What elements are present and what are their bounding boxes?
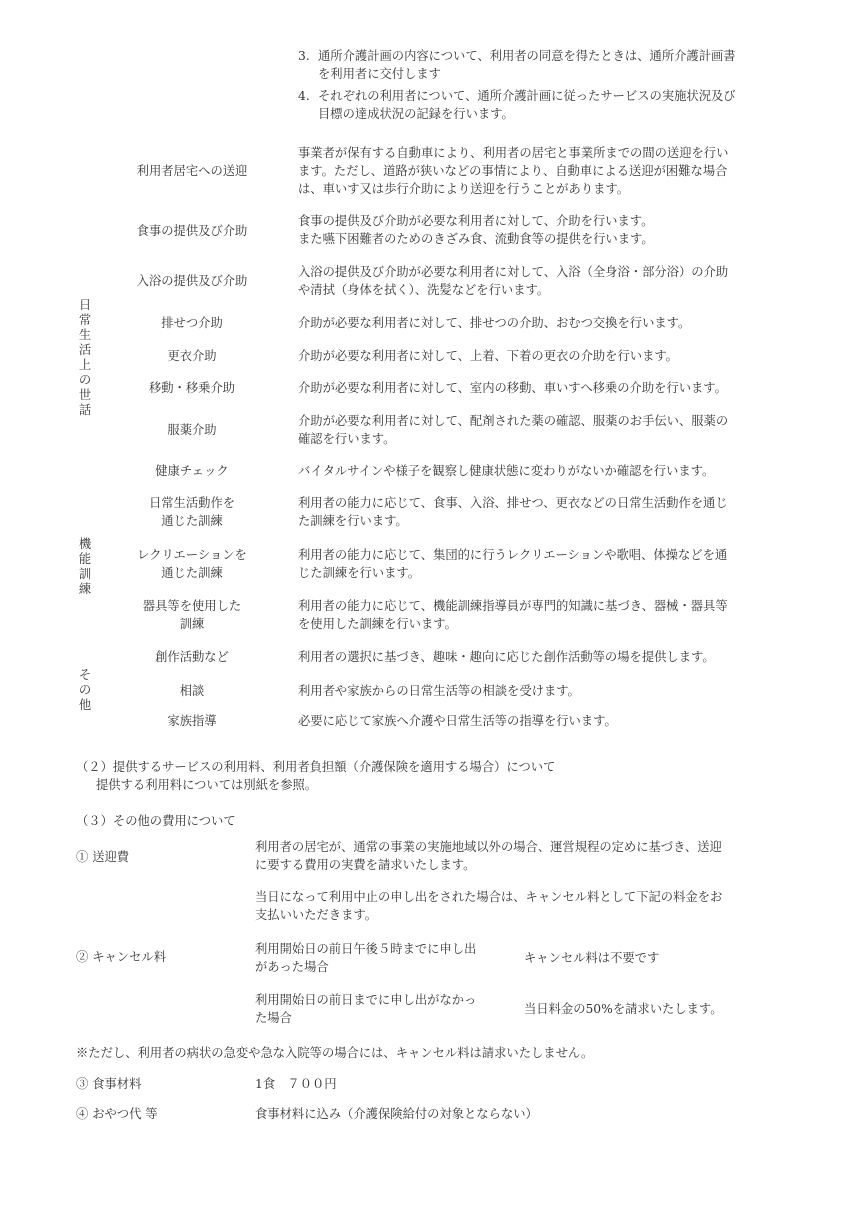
cancel-condition-2: [255, 991, 515, 1027]
service-desc-line: 必要に応じて家族へ介護や日常生活等の指導を行います。: [298, 714, 617, 728]
service-description: [298, 144, 788, 198]
service-description: [298, 212, 788, 248]
service-desc-line: 食事の提供及び介助が必要な利用者に対して、介助を行います。: [298, 214, 654, 228]
service-description: [298, 412, 788, 448]
cancel-note: ※ただし、利用者の病状の急変や急な入院等の場合には、キャンセル料は請求いたしません。: [76, 1046, 594, 1060]
service-name-text: 日常生活動作を: [148, 496, 236, 510]
service-name: [97, 546, 287, 582]
service-desc-line: 利用者の選択に基づき、趣味・趣向に応じた創作活動等の場を提供します。: [298, 650, 715, 664]
service-desc-line: 介助が必要な利用者に対して、室内の移動、車いすへ移乗の介助を行います。: [298, 381, 727, 395]
service-desc-line: 利用者の能力に応じて、集団的に行うレクリエーションや歌唱、体操などを通: [298, 548, 728, 562]
section-3-heading: （３）その他の費用について: [76, 814, 236, 828]
service-description: [298, 712, 788, 730]
cancel-fee-intro-line: 支払いいただきます。: [255, 908, 377, 922]
category-daily-life: [76, 298, 94, 418]
service-name: [97, 648, 287, 666]
service-name-text: 健康チェック: [155, 464, 229, 478]
item-3-line-1: 通所介護計画の内容について、利用者の同意を得たときは、通所介護計画書: [318, 49, 736, 63]
cancel-fee-intro-line: 当日になって利用中止の申し出をされた場合は、キャンセル料として下記の料金をお: [255, 890, 723, 904]
service-name: [97, 272, 287, 290]
service-desc-line: ます。ただし、道路が狭いなどの事情により、自動車による送迎が困難な場合: [298, 164, 728, 178]
service-desc-line: 介助が必要な利用者に対して、排せつの介助、おむつ交換を行います。: [298, 316, 691, 330]
item-4-line-2: 目標の達成状況の記録を行います。: [318, 107, 514, 121]
cancel-fee-intro: [255, 888, 785, 924]
service-desc-line: 利用者の能力に応じて、機能訓練指導員が専門的知識に基づき、器械・器具等: [298, 599, 728, 613]
service-desc-line: 介助が必要な利用者に対して、上着、下着の更衣の介助を行います。: [298, 349, 678, 363]
service-desc-line: 事業者が保有する自動車により、利用者の居宅と事業所までの間の送迎を行い: [298, 146, 729, 160]
snack-fee-label: ④ おやつ代 等: [76, 1107, 158, 1121]
service-name: [97, 314, 287, 332]
service-name: [97, 597, 287, 633]
service-description: [298, 682, 788, 700]
service-desc-line: 確認を行います。: [298, 432, 396, 446]
service-name-text: レクリエーションを: [137, 548, 247, 562]
service-desc-line: 入浴の提供及び介助が必要な利用者に対して、入浴（全身浴・部分浴）の介助: [298, 265, 729, 279]
service-desc-line: 利用者の能力に応じて、食事、入浴、排せつ、更衣などの日常生活動作を通じ: [298, 496, 728, 510]
service-description: [298, 648, 788, 666]
cancel-fee-label: ② キャンセル料: [76, 950, 166, 964]
service-description: [298, 546, 788, 582]
cancel-condition-line: があった場合: [255, 960, 329, 974]
transport-fee-line: に要する費用の実費を請求いたします。: [255, 858, 476, 872]
category-daily-life-text: 日 常 生 活 上 の 世 話: [78, 298, 92, 417]
snack-fee-value: 食事材料に込み（介護保険給付の対象とならない）: [255, 1107, 538, 1121]
section-2-body: 提供する利用料については別紙を参照。: [96, 778, 318, 792]
category-other-text: そ の 他: [78, 668, 92, 712]
service-name-text: 排せつ介助: [161, 316, 223, 330]
service-description: [298, 494, 788, 530]
service-name-text: 利用者居宅への送迎: [136, 164, 248, 178]
service-name-text: 食事の提供及び介助: [136, 224, 248, 238]
service-description: [298, 347, 788, 365]
service-name: [97, 347, 287, 365]
transport-fee-line: 利用者の居宅が、通常の事業の実施地域以外の場合、運営規程の定めに基づき、送迎: [255, 840, 722, 854]
cancel-fee-1: キャンセル料は不要です: [524, 951, 660, 965]
service-name: [97, 494, 287, 530]
service-name: [97, 222, 287, 240]
service-name-text: 家族指導: [167, 714, 217, 728]
service-desc-line: じた訓練を行います。: [298, 566, 420, 580]
service-description: [298, 597, 788, 633]
service-name-text: 器具等を使用した: [142, 599, 242, 613]
service-desc-line: 介助が必要な利用者に対して、配剤された薬の確認、服薬のお手伝い、服薬の: [298, 414, 729, 428]
cancel-condition-line: 利用開始日の前日午後５時までに申し出: [255, 942, 477, 956]
service-name-text: 入浴の提供及び介助: [136, 274, 248, 288]
item-4-line-1: それぞれの利用者について、通所介護計画に従ったサービスの実施状況及び: [318, 89, 736, 103]
service-name: [97, 162, 287, 180]
transport-fee-description: [255, 838, 785, 874]
service-name: [97, 462, 287, 480]
cancel-fee-2: 当日料金の50%を請求いたします。: [524, 1002, 723, 1016]
service-name-text: 訓練: [179, 617, 205, 631]
service-name-text: 移動・移乗介助: [148, 381, 236, 395]
service-name-text: 更衣介助: [167, 349, 217, 363]
service-name: [97, 682, 287, 700]
service-description: [298, 379, 788, 397]
section-2-heading: （２）提供するサービスの利用料、利用者負担額（介護保険を適用する場合）について: [76, 760, 556, 774]
category-training-text: 機 能 訓 練: [78, 537, 92, 596]
service-name-text: 創作活動など: [155, 650, 229, 664]
service-desc-line: また嚥下困難者のためのきざみ食、流動食等の提供を行います。: [298, 232, 654, 246]
meal-fee-value: 1食 ７００円: [255, 1077, 337, 1091]
cancel-condition-line: 利用開始日の前日までに申し出がなかっ: [255, 993, 477, 1007]
cancel-condition-line: た場合: [255, 1011, 292, 1025]
service-desc-line: を使用した訓練を行います。: [298, 617, 457, 631]
service-name: [97, 712, 287, 730]
service-name: [97, 421, 287, 439]
service-description: [298, 314, 788, 332]
item-3-line-2: を利用者に交付します: [318, 67, 441, 81]
item-3-number: 3.: [298, 49, 310, 63]
service-description: [298, 263, 788, 299]
item-4-number: 4.: [298, 89, 310, 103]
service-desc-line: 利用者や家族からの日常生活等の相談を受けます。: [298, 684, 580, 698]
service-desc-line: は、車いす又は歩行介助により送迎を行うことがあります。: [298, 182, 630, 196]
cancel-condition-1: [255, 940, 515, 976]
service-desc-line: バイタルサインや様子を観察し健康状態に変わりがないか確認を行います。: [298, 464, 715, 478]
service-name: [97, 379, 287, 397]
service-name-text: 通じた訓練: [161, 566, 223, 580]
service-description: [298, 462, 788, 480]
transport-fee-label: ① 送迎費: [76, 850, 130, 864]
meal-fee-label: ③ 食事材料: [76, 1077, 142, 1091]
service-name-text: 相談: [179, 684, 205, 698]
service-desc-line: や清拭（身体を拭く）、洗髪などを行います。: [298, 283, 550, 297]
service-name-text: 服薬介助: [167, 423, 217, 437]
category-other: [76, 668, 94, 713]
service-name-text: 通じた訓練: [161, 514, 223, 528]
service-desc-line: た訓練を行います。: [298, 514, 408, 528]
category-training: [76, 537, 94, 597]
